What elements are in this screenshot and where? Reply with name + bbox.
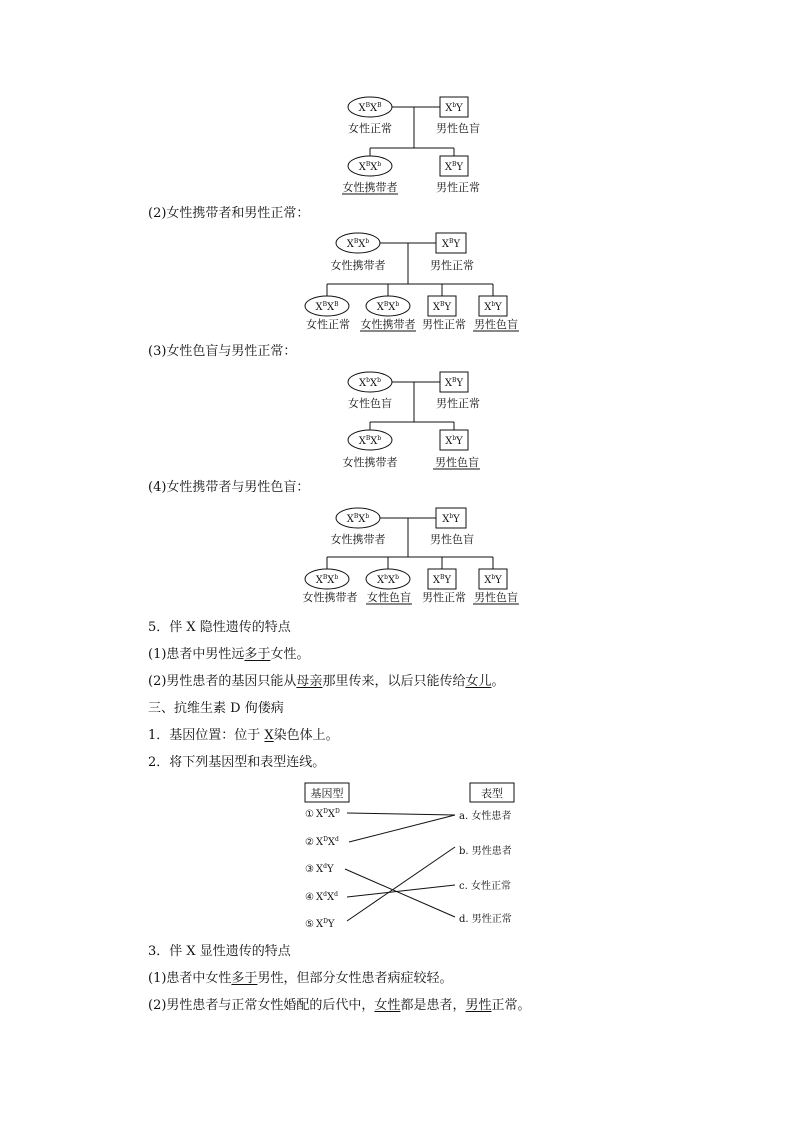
answer-blank: 女儿 bbox=[465, 674, 492, 689]
genotype-text: $X^bY$ bbox=[445, 102, 463, 114]
answer-blank: 母亲 bbox=[296, 674, 323, 689]
phenotype-label: 男性色盲 bbox=[436, 122, 480, 135]
phenotype-label: 男性色盲 bbox=[430, 533, 474, 546]
genotype-item: ③ $X^dY$ bbox=[305, 863, 334, 875]
genotype-text: $X^BY$ bbox=[432, 301, 452, 313]
phenotype-item: c. 女性正常 bbox=[459, 881, 511, 892]
genotype-item: ④ $X^dX^d$ bbox=[305, 891, 338, 903]
match-line bbox=[349, 815, 455, 842]
answer-blank: X bbox=[264, 728, 274, 743]
phenotype-label: 女性携带者 bbox=[302, 591, 358, 604]
text-run: 1．基因位置：位于 bbox=[148, 728, 265, 743]
text-run: 女性。 bbox=[270, 647, 310, 662]
section5-title: 5．伴 X 隐性遗传的特点 bbox=[148, 620, 291, 635]
phenotype-label: 男性正常 bbox=[436, 397, 480, 410]
match-line bbox=[347, 813, 455, 815]
phenotype-label: 女性色盲 bbox=[348, 397, 392, 410]
genotype-text: $X^bX^b$ bbox=[377, 574, 399, 586]
genotype-header: 基因型 bbox=[310, 787, 344, 800]
genotype-item: ② $X^DX^d$ bbox=[305, 836, 339, 848]
item3-title: 3．伴 X 显性遗传的特点 bbox=[148, 944, 291, 959]
text-run: 染色体上。 bbox=[273, 728, 339, 743]
genotype-text: $X^BX^b$ bbox=[376, 301, 400, 313]
item3-point1 bbox=[148, 971, 452, 987]
match-line bbox=[347, 885, 455, 897]
text-run: 那里传来，以后只能传给 bbox=[322, 674, 466, 689]
cross2-heading: (2)女性携带者和男性正常： bbox=[148, 206, 310, 221]
phenotype-label: 男性正常 bbox=[422, 591, 466, 604]
text-run: 男性，但部分女性患者病症较轻。 bbox=[257, 971, 453, 986]
match-line bbox=[345, 869, 455, 917]
phenotype-label: 男性色盲 bbox=[474, 318, 518, 331]
answer-blank: 男性 bbox=[465, 998, 492, 1013]
genotype-text: $X^bY$ bbox=[445, 435, 463, 447]
phenotype-item: d. 男性正常 bbox=[459, 914, 512, 925]
genotype-text: $X^BX^b$ bbox=[358, 161, 382, 173]
phenotype-label: 女性携带者 bbox=[342, 181, 398, 194]
genotype-text: $X^bY$ bbox=[442, 513, 460, 525]
answer-blank: 女性 bbox=[374, 998, 401, 1013]
genotype-text: $X^BY$ bbox=[444, 161, 464, 173]
cross3-heading: (3)女性色盲与男性正常： bbox=[148, 344, 297, 359]
phenotype-label: 女性携带者 bbox=[330, 259, 386, 272]
genotype-text: $X^bY$ bbox=[484, 301, 502, 313]
phenotype-header: 表型 bbox=[481, 787, 503, 800]
text-run: 正常。 bbox=[491, 998, 531, 1013]
phenotype-label: 女性携带者 bbox=[360, 318, 416, 331]
genotype-item: ⑤ $X^DY$ bbox=[305, 918, 335, 930]
phenotype-label: 男性正常 bbox=[422, 318, 466, 331]
phenotype-label: 男性正常 bbox=[430, 259, 474, 272]
genotype-text: $X^BX^b$ bbox=[315, 574, 339, 586]
text-run: (1)患者中女性 bbox=[148, 971, 232, 986]
text-run: 都是患者， bbox=[400, 998, 466, 1013]
item3-point2 bbox=[148, 998, 530, 1014]
genotype-text: $X^BX^B$ bbox=[315, 301, 339, 313]
genotype-text: $X^BX^b$ bbox=[346, 238, 370, 250]
genotype-text: $X^BX^b$ bbox=[358, 435, 382, 447]
part3-title: 三、抗维生素 D 佝偻病 bbox=[148, 701, 284, 716]
genotype-text: $X^BY$ bbox=[444, 377, 464, 389]
answer-blank: 多于 bbox=[244, 647, 271, 662]
cross4-heading: (4)女性携带者与男性色盲： bbox=[148, 480, 310, 495]
phenotype-label: 女性携带者 bbox=[330, 533, 386, 546]
phenotype-label: 女性正常 bbox=[306, 318, 350, 331]
text-run: (2)男性患者与正常女性婚配的后代中， bbox=[148, 998, 375, 1013]
section5-point2 bbox=[148, 674, 504, 690]
phenotype-label: 女性携带者 bbox=[342, 456, 398, 469]
genotype-text: $X^bY$ bbox=[484, 574, 502, 586]
phenotype-label: 女性正常 bbox=[348, 122, 392, 135]
genotype-text: $X^BY$ bbox=[432, 574, 452, 586]
text-run: (2)男性患者的基因只能从 bbox=[148, 674, 297, 689]
phenotype-label: 男性色盲 bbox=[474, 591, 518, 604]
item2-matching-title: 2．将下列基因型和表型连线。 bbox=[148, 755, 326, 770]
phenotype-label: 男性色盲 bbox=[435, 456, 479, 469]
section5-point1 bbox=[148, 647, 309, 663]
text-run: 。 bbox=[491, 674, 505, 689]
phenotype-label: 女性色盲 bbox=[367, 591, 411, 604]
genotype-text: $X^bX^b$ bbox=[359, 377, 381, 389]
genotype-text: $X^BX^B$ bbox=[358, 102, 382, 114]
genotype-item: ① $X^DX^D$ bbox=[305, 808, 340, 820]
phenotype-item: a. 女性患者 bbox=[459, 811, 512, 822]
text-run: (1)患者中男性远 bbox=[148, 647, 245, 662]
phenotype-item: b. 男性患者 bbox=[459, 846, 512, 857]
item1-gene-location bbox=[148, 728, 339, 744]
genotype-text: $X^BY$ bbox=[441, 238, 461, 250]
answer-blank: 多于 bbox=[231, 971, 258, 986]
phenotype-label: 男性正常 bbox=[436, 181, 480, 194]
genotype-text: $X^BX^b$ bbox=[346, 513, 370, 525]
